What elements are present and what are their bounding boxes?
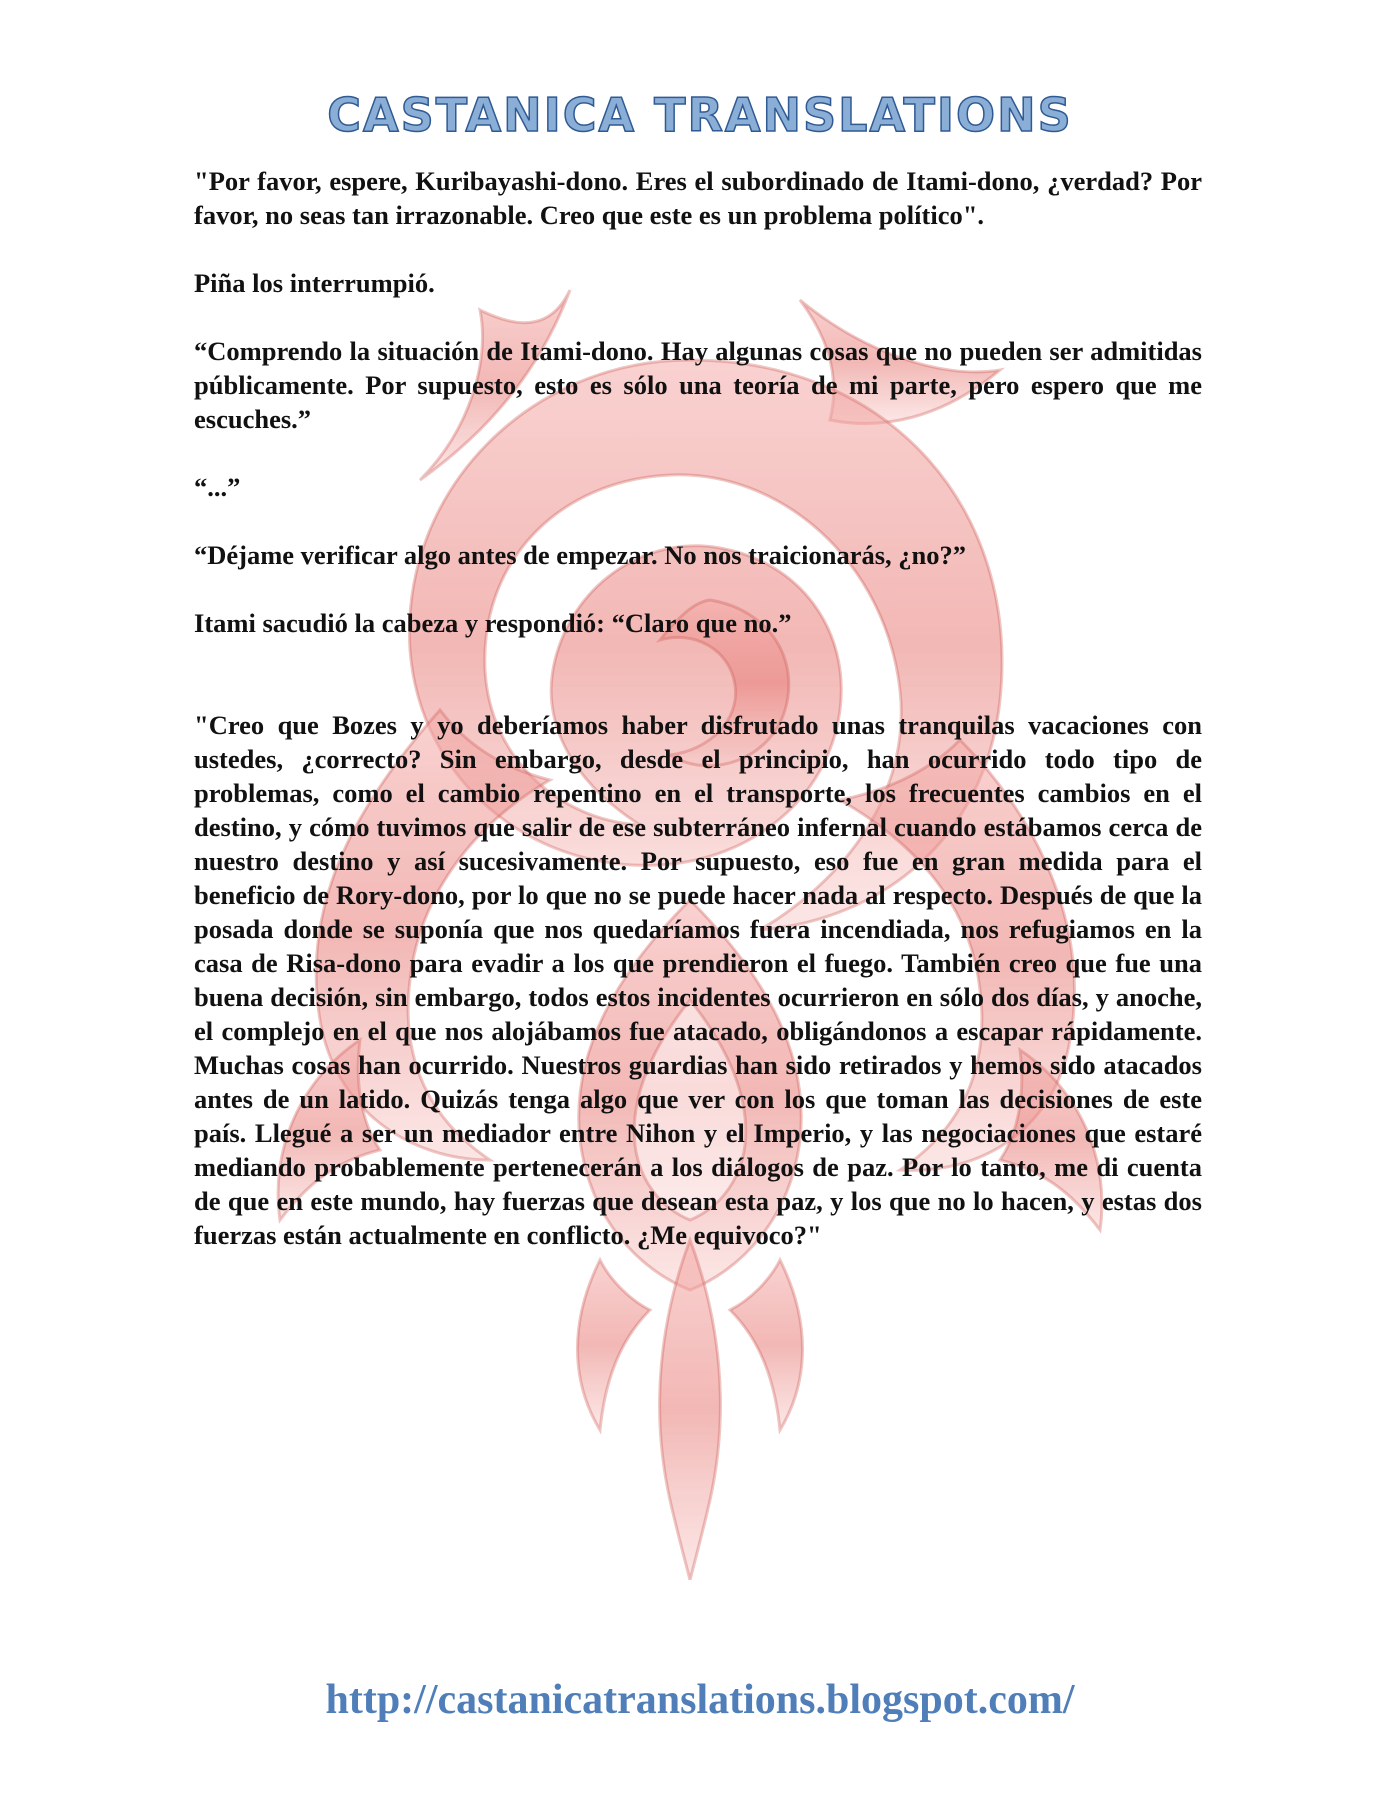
paragraph: Piña los interrumpió. bbox=[194, 268, 435, 298]
paragraph: "Creo que Bozes y yo deberíamos haber disfrutado unas tranquilas vacaciones con ustedes, ¿correcto? Sin embargo, desde el principio, han ocurrido todo tipo de problemas, como el cambio repentino en el transporte, los frecuentes cambios en el destino, y cómo tuvimos que salir de ese subterráneo infernal cuando estábamos cerca de nuestro destino y así sucesivamente. Por supuesto, eso fue en gran medida para el beneficio de Rory-dono, por lo que no se puede hacer nada al respecto. Después de que la posada donde se suponía que nos quedaríamos fuera incendiada, nos refugiamos en la casa de Risa-dono para evadir a los que prendieron el fuego. También creo que fue una buena decisión, sin embargo, todos estos incidentes ocurrieron en sólo dos días, y anoche, el complejo en el que nos alojábamos fue atacado, obligándonos a escapar rápidamente. Muchas cosas han ocurrido. Nuestros guardias han sido retirados y hemos sido atacados antes de un latido. Quizás tenga algo que ver con los que toman las decisiones de este país. Llegué a ser un mediador entre Nihon y el Imperio, y las negociaciones que estaré mediando probablemente pertenecerán a los diálogos de paz. Por lo tanto, me di cuenta de que en este mundo, hay fuerzas que desean esta paz, y los que no lo hacen, y estas dos fuerzas están actualmente en conflicto. ¿Me equivoco?" bbox=[194, 710, 1202, 1250]
paragraph: “Déjame verificar algo antes de empezar. No nos traicionarás, ¿no?” bbox=[194, 540, 967, 570]
document-body bbox=[194, 164, 1202, 1286]
paragraph: "Por favor, espere, Kuribayashi-dono. Eres el subordinado de Itami-dono, ¿verdad? Por favor, no seas tan irrazonable. Creo que este es un problema político". bbox=[194, 166, 1202, 230]
paragraph: Itami sacudió la cabeza y respondió: “Claro que no.” bbox=[194, 608, 792, 638]
paragraph: “...” bbox=[194, 472, 241, 502]
page-header-title: CASTANICA TRANSLATIONS bbox=[327, 88, 1073, 142]
paragraph: “Comprendo la situación de Itami-dono. Hay algunas cosas que no pueden ser admitidas públicamente. Por supuesto, esto es sólo una teoría de mi parte, pero espero que me escuches.” bbox=[194, 336, 1202, 434]
footer-url-link[interactable]: http://castanicatranslations.blogspot.com/ bbox=[325, 1677, 1075, 1723]
